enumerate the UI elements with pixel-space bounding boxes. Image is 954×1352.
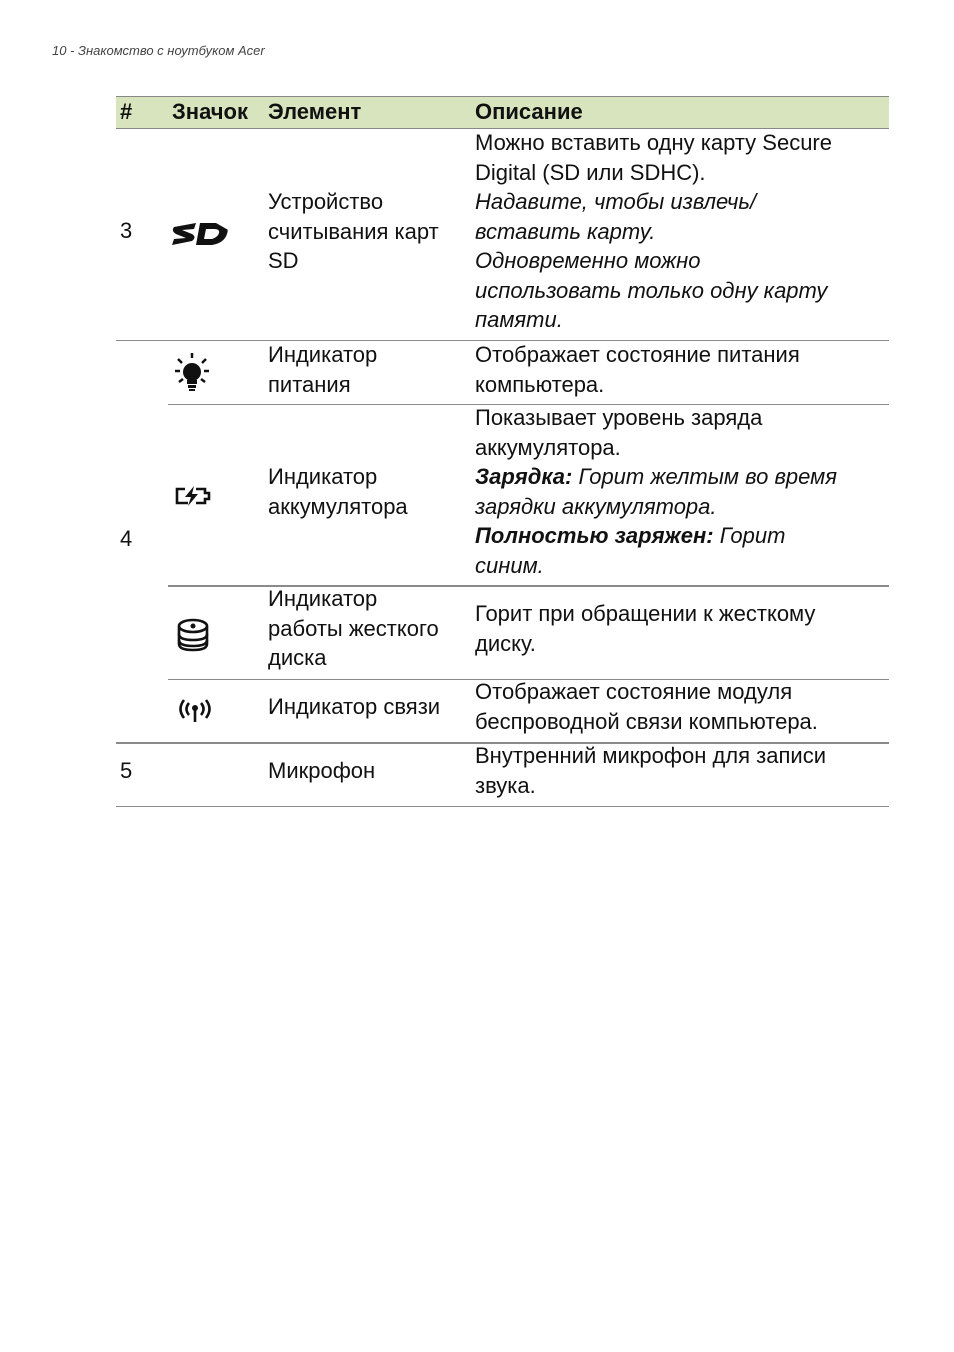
hdd-indicator-element: Индикатор работы жесткого диска xyxy=(268,586,439,670)
power-indicator-description: Отображает состояние питания компьютера. xyxy=(475,342,800,397)
header-description: Описание xyxy=(475,99,583,124)
row-4-number: 4 xyxy=(120,526,133,551)
hdd-indicator-description: Горит при обращении к жесткому диску. xyxy=(475,601,816,656)
battery-charging-icon xyxy=(174,484,212,514)
power-light-icon xyxy=(174,352,210,400)
page-running-header: 10 - Знакомство с ноутбуком Acer xyxy=(52,43,265,58)
row-3-number: 3 xyxy=(120,218,133,243)
power-indicator-element: Индикатор питания xyxy=(268,342,378,397)
wireless-indicator-element: Индикатор связи xyxy=(268,694,441,719)
wireless-icon xyxy=(176,696,214,732)
sd-card-icon xyxy=(170,221,232,255)
row-5-number: 5 xyxy=(120,758,133,783)
wireless-indicator-description: Отображает состояние модуля беспроводной связи компьютера. xyxy=(475,679,818,734)
sd-reader-description: Можно вставить одну карту Secure Digital (SD или SDHC). Надавите, чтобы извлечь/ вставить карту. Одновременно можно использовать только одну карту памяти. xyxy=(475,130,832,332)
header-element: Элемент xyxy=(268,99,362,124)
table-header-row xyxy=(116,96,889,129)
sd-reader-element: Устройство считывания карт SD xyxy=(268,189,439,273)
microphone-element: Микрофон xyxy=(268,758,376,783)
microphone-description: Внутренний микрофон для записи звука. xyxy=(475,743,826,798)
hard-disk-icon xyxy=(176,618,210,660)
battery-indicator-description: Показывает уровень заряда аккумулятора. Зарядка: Горит желтым во время зарядки аккумулятора. Полностью заряжен: Горит синим. xyxy=(475,405,837,578)
table-bottom-border xyxy=(116,806,889,807)
battery-indicator-element: Индикатор аккумулятора xyxy=(268,464,408,519)
header-num: # xyxy=(120,99,133,124)
header-icon: Значок xyxy=(172,99,248,124)
